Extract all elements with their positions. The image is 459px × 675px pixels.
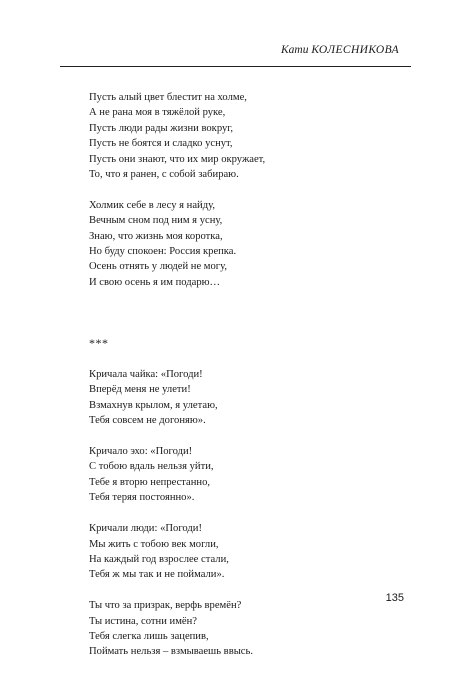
verse-line: То, что я ранен, с собой забираю. [89,169,239,181]
verse-line: Поймать нельзя – взмываешь ввысь. [89,646,253,658]
verse-line: Знаю, что жизнь моя коротка, [89,230,223,242]
verse-line: Холмик себе в лесу я найду, [89,199,215,211]
verse-line: Вперёд меня не улети! [89,384,191,396]
verse-line: Пусть не боятся и сладко уснут, [89,138,233,150]
poem-two [89,367,389,660]
stanza [89,367,389,429]
verse-line: Взмахнув крылом, я улетаю, [89,399,218,411]
stanza [89,198,389,290]
verse-line: На каждый год взрослее стали, [89,553,229,565]
poem-text-block [89,90,389,675]
verse-line: Тебя ж мы так и не поймали». [89,569,225,581]
verse-line: С тобою вдаль нельзя уйти, [89,461,214,473]
header-rule [60,66,411,67]
verse-line: Осень отнять у людей не могу, [89,261,228,273]
verse-line: Вечным сном под ним я усну, [89,215,223,227]
verse-line: Кричала чайка: «Погоди! [89,369,203,381]
verse-line: Кричали люди: «Погоди! [89,523,202,535]
verse-line: Пусть они знают, что их мир окружает, [89,153,266,165]
verse-line: Ты истина, сотни имён? [89,615,197,627]
stanza [89,444,389,506]
author-last-name: КОЛЕСНИКОВА [311,44,399,56]
verse-line: Кричало эхо: «Погоди! [89,446,193,458]
verse-line: Мы жить с тобою век могли, [89,538,219,550]
verse-line: А не рана моя в тяжёлой руке, [89,107,226,119]
verse-line: Тебя теряя постоянно». [89,492,195,504]
stanza [89,598,389,660]
verse-line: И свою осень я им подарю… [89,276,221,288]
verse-line: Ты что за призрак, верфь времён? [89,600,242,612]
verse-line: Пусть люди рады жизни вокруг, [89,122,234,134]
poem-one [89,90,389,290]
stanza [89,521,389,583]
stanza [89,90,389,182]
verse-line: Тебе я вторю непрестанно, [89,476,211,488]
verse-line: Пусть алый цвет блестит на холме, [89,92,247,103]
verse-line: Но буду спокоен: Россия крепка. [89,246,237,258]
page-number: 135 [385,592,404,604]
section-separator: *** [89,336,109,351]
verse-line: Тебя совсем не догоняю». [89,415,206,427]
running-head [281,43,399,57]
author-first-name: Кати [281,44,309,56]
verse-line: Тебя слегка лишь зацепив, [89,630,209,642]
